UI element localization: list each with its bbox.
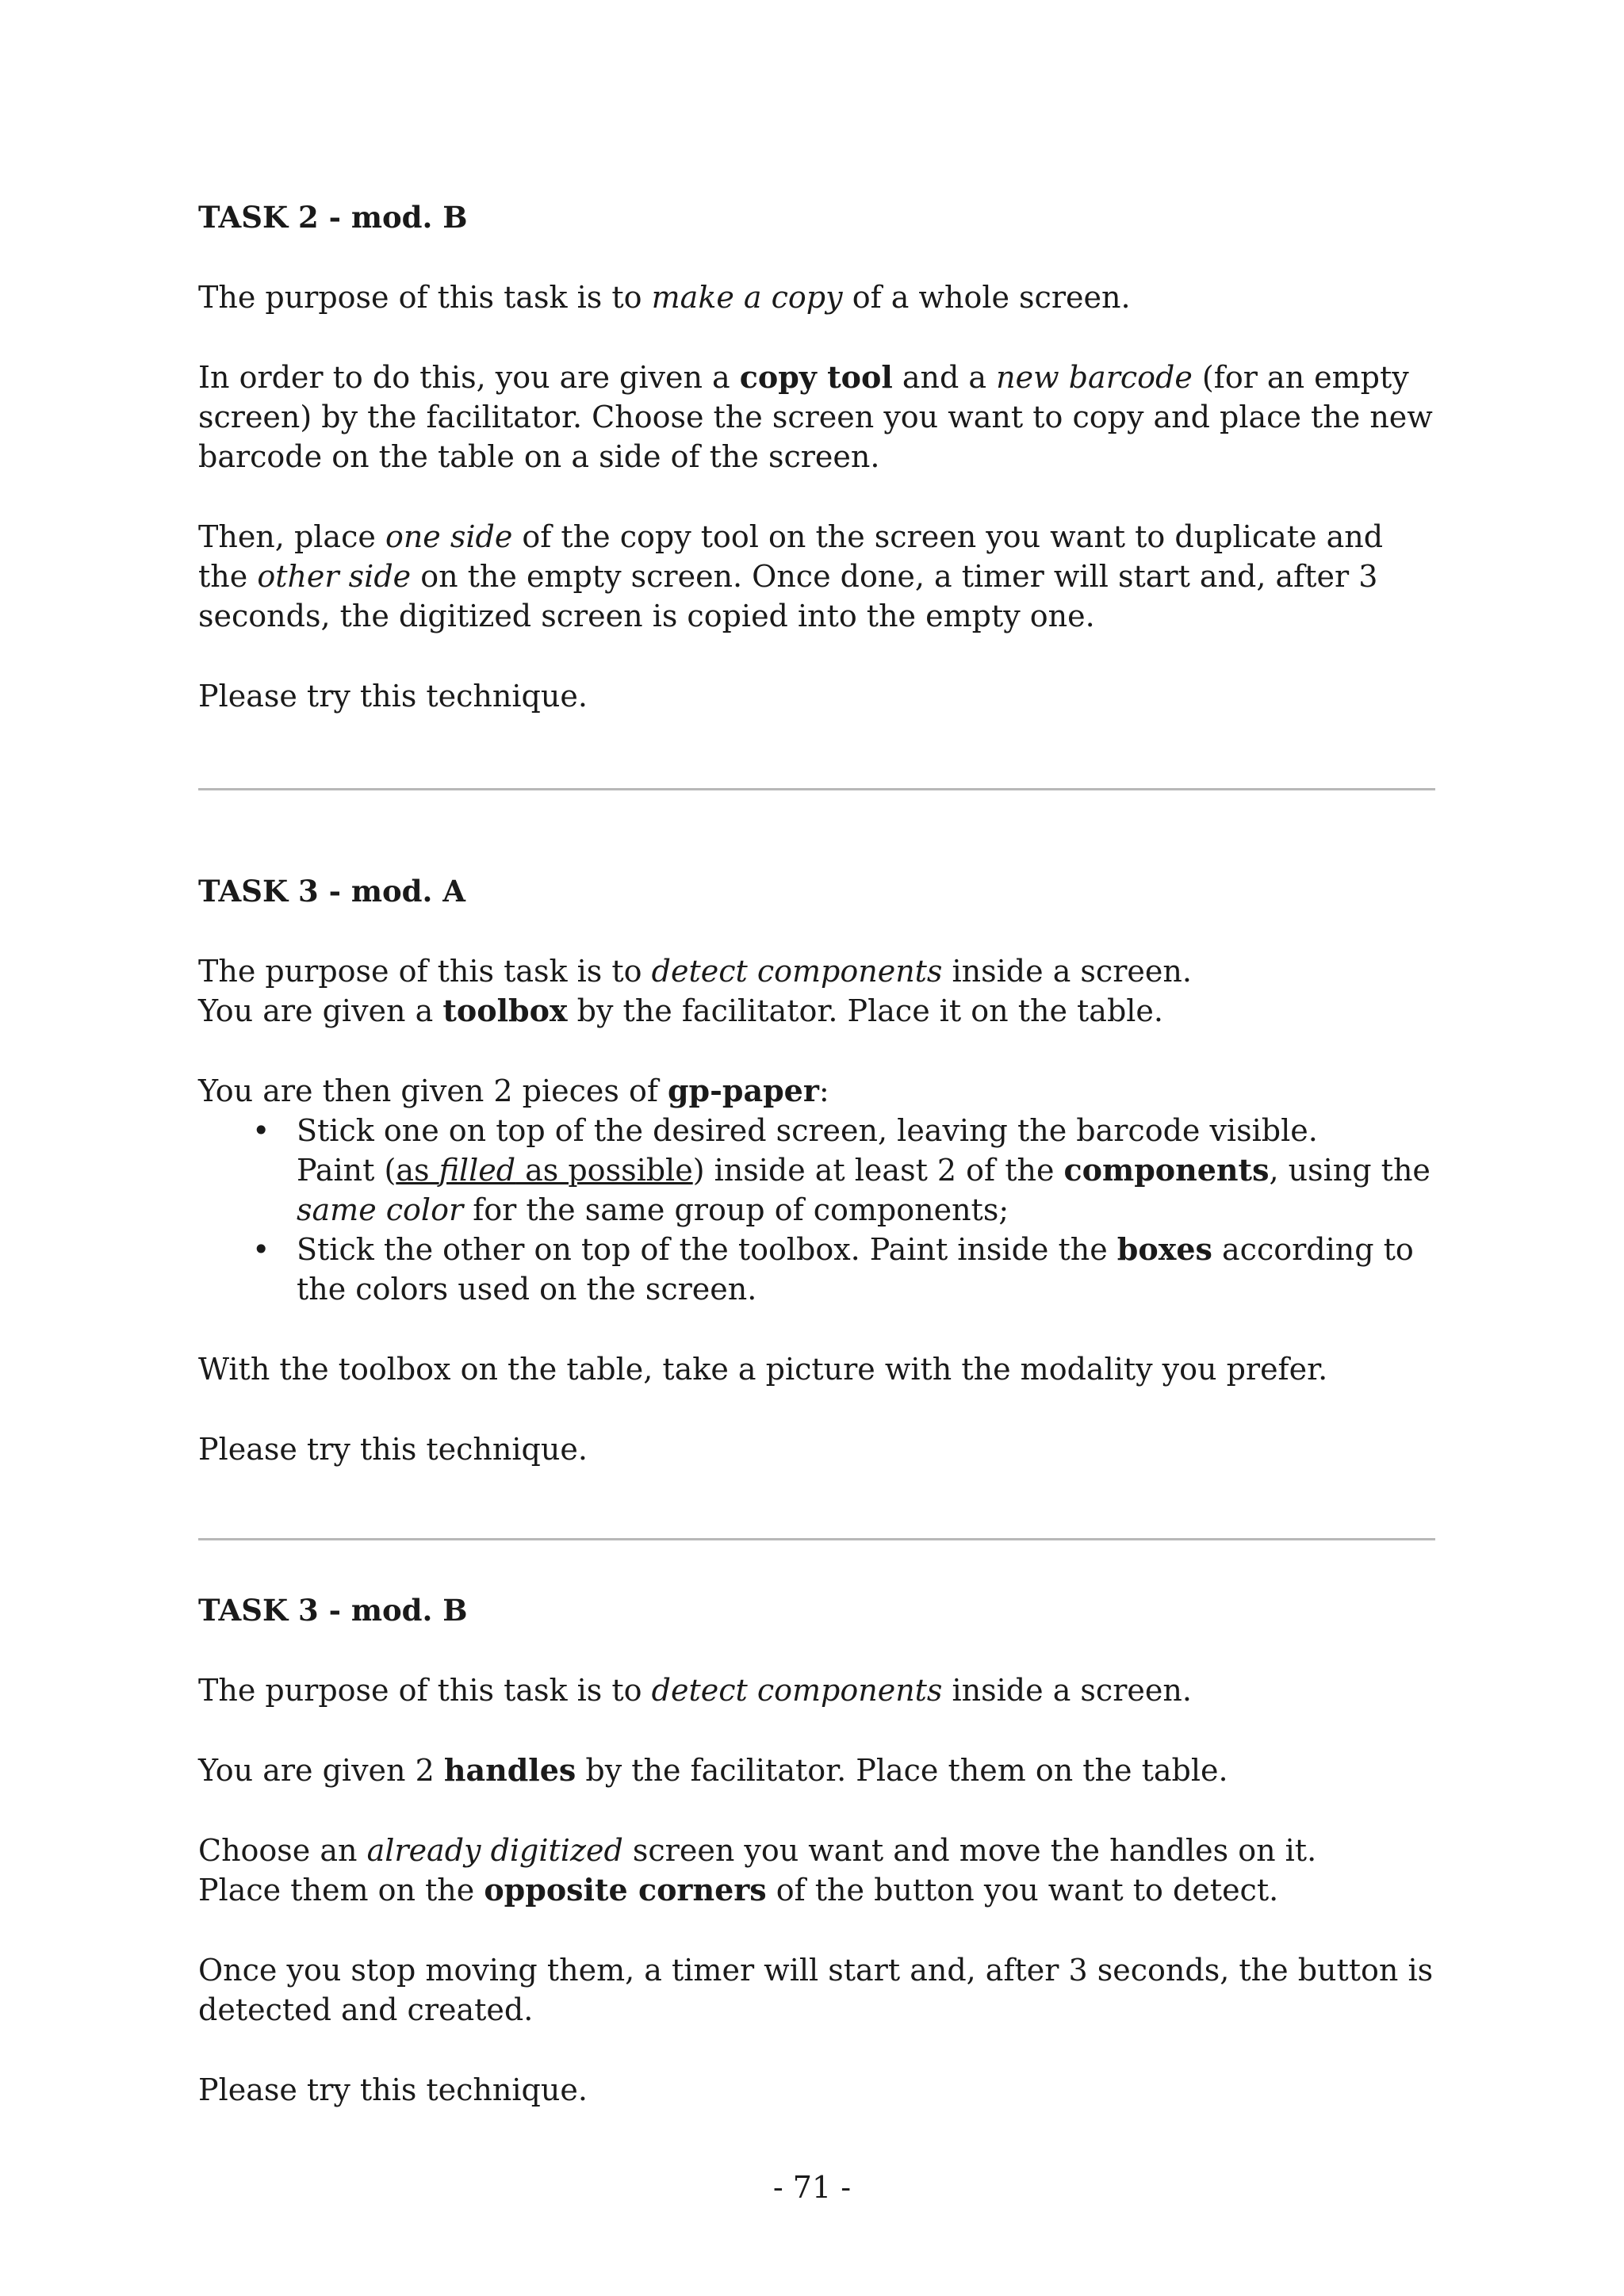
text: You are given 2	[198, 1753, 444, 1788]
text: ) inside at least 2 of the	[692, 1153, 1064, 1188]
section-task3-modb	[198, 1590, 1435, 2110]
bold-text: copy tool	[739, 359, 893, 395]
text: The purpose of this task is to	[198, 280, 652, 315]
text: on the empty screen. Once done, a timer will start and, after 3 seconds, the digitized screen is copied into the empty one.	[198, 559, 1378, 633]
bold-text: toolbox	[442, 993, 568, 1028]
paragraph	[198, 517, 1435, 636]
italic-text: same color	[297, 1192, 464, 1227]
text: by the facilitator. Place them on the table.	[576, 1753, 1228, 1788]
text: by the facilitator. Place it on the table.	[567, 993, 1163, 1028]
paragraph	[198, 991, 1435, 1031]
bullet-list	[198, 1111, 1435, 1309]
divider	[198, 1538, 1435, 1540]
italic-text: other side	[257, 559, 412, 594]
text: and a	[892, 360, 997, 395]
paragraph	[198, 277, 1435, 317]
paragraph	[198, 1831, 1435, 1870]
bullet-icon: •	[252, 1113, 270, 1148]
italic-text: detect components	[651, 1673, 943, 1708]
text: inside a screen.	[942, 954, 1192, 989]
section-task3-moda	[198, 871, 1435, 1469]
section-task2-modb	[198, 197, 1435, 716]
bold-text: boxes	[1116, 1231, 1212, 1267]
page-number: - 71 -	[772, 2170, 852, 2205]
section-title: TASK 2 - mod. B	[198, 200, 468, 235]
bullet-icon: •	[252, 1232, 270, 1267]
text: according to the colors used on the screen.	[297, 1232, 1414, 1307]
text: inside a screen.	[942, 1673, 1192, 1708]
text: The purpose of this task is to	[198, 1673, 652, 1708]
text: as possible	[515, 1153, 693, 1188]
text: of a whole screen.	[842, 280, 1131, 315]
paragraph: Please try this technique.	[198, 679, 588, 714]
paragraph	[198, 951, 1435, 991]
italic-text: one side	[385, 519, 513, 554]
bold-text: handles	[443, 1752, 576, 1788]
list-item	[198, 1111, 1435, 1230]
italic-text: new barcode	[996, 360, 1193, 395]
italic-text: already digitized	[366, 1833, 623, 1868]
text: Place them on the	[198, 1873, 485, 1908]
text: (for an empty screen) by the facilitator. Choose the screen you want to copy and place the new barcode on the table on a side of the screen.	[198, 360, 1433, 474]
divider	[198, 788, 1435, 790]
text: Stick one on top of the desired screen, leaving the barcode visible.	[297, 1113, 1318, 1148]
text: screen you want and move the handles on it.	[622, 1833, 1317, 1868]
italic-text: filled	[439, 1153, 516, 1188]
italic-text: make a copy	[651, 280, 843, 315]
bold-text: opposite corners	[484, 1872, 767, 1908]
paragraph: With the toolbox on the table, take a picture with the modality you prefer.	[198, 1352, 1328, 1387]
paragraph: Once you stop moving them, a timer will start and, after 3 seconds, the button is detected and created.	[198, 1953, 1434, 2027]
text: :	[818, 1073, 829, 1108]
section-title: TASK 3 - mod. A	[198, 874, 466, 909]
text: of the copy tool on the screen you want to duplicate and the	[198, 519, 1384, 594]
bold-text: components	[1063, 1152, 1270, 1188]
italic-text: detect components	[651, 954, 943, 989]
text: In order to do this, you are given a	[198, 360, 740, 395]
text: as	[396, 1153, 439, 1188]
paragraph	[198, 1751, 1435, 1790]
text: You are then given 2 pieces of	[198, 1073, 668, 1108]
text: Choose an	[198, 1833, 367, 1868]
text: The purpose of this task is to	[198, 954, 652, 989]
paragraph	[198, 1670, 1435, 1710]
list-item	[198, 1230, 1435, 1309]
paragraph	[198, 1071, 1435, 1111]
bold-text: gp-paper	[667, 1073, 819, 1108]
paragraph: Please try this technique.	[198, 1432, 588, 1467]
text: Paint (	[297, 1153, 396, 1188]
text: for the same group of components;	[463, 1192, 1009, 1227]
text: of the button you want to detect.	[766, 1873, 1279, 1908]
text: , using the	[1269, 1153, 1431, 1188]
paragraph	[198, 358, 1435, 476]
paragraph: Please try this technique.	[198, 2072, 588, 2107]
paragraph	[198, 1870, 1435, 1910]
text: You are given a	[198, 993, 443, 1028]
section-title: TASK 3 - mod. B	[198, 1593, 468, 1628]
underlined-text	[396, 1153, 692, 1188]
text: Stick the other on top of the toolbox. Paint inside the	[297, 1232, 1117, 1267]
text: Then, place	[198, 519, 385, 554]
